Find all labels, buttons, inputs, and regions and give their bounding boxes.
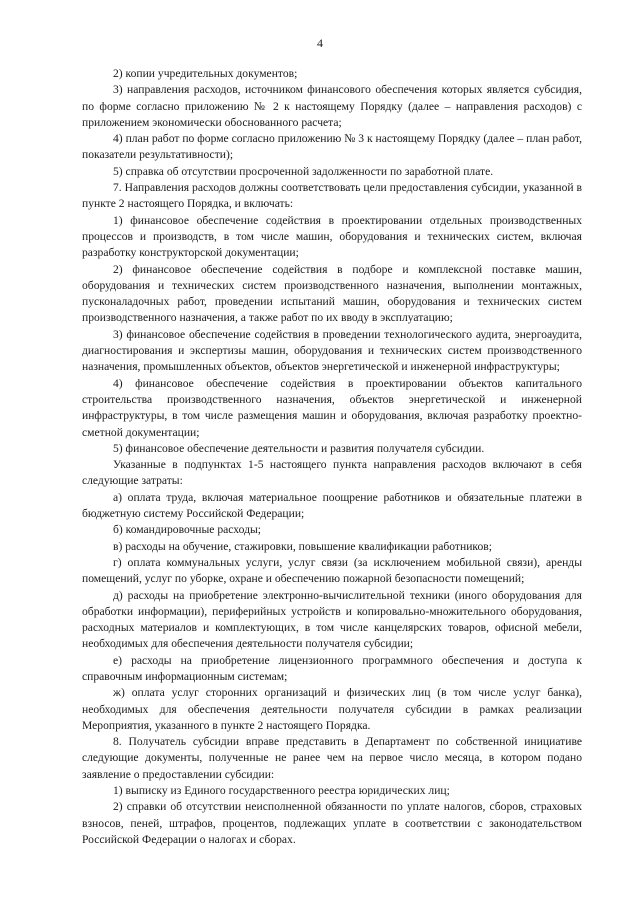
paragraph: 3) направления расходов, источником финансового обеспечения которых является субсидия, по форме согласно приложению № 2 к настоящему Порядку (далее – направления расходов) с приложением экономически обоснованного расчета;: [82, 83, 582, 129]
paragraph: 2) копии учредительных документов;: [113, 67, 298, 80]
paragraph: 2) финансовое обеспечение содействия в подборе и комплексной поставке машин, оборудования и технических систем производственного назначения, выполнении монтажных, пусконаладочных работ, проведении испытаний машин, оборудования и технических систем производственного назначения, а также работ по их вводу в эксплуатацию;: [82, 262, 582, 325]
paragraph: 8. Получатель субсидии вправе представить в Департамент по собственной инициативе следующие документы, полученные не ранее чем на первое число месяца, в котором подано заявление о предоставлении субсидии:: [82, 735, 582, 781]
paragraph: б) командировочные расходы;: [113, 523, 262, 537]
paragraph: Указанные в подпунктах 1-5 настоящего пункта направления расходов включают в себя следующие затраты:: [82, 458, 582, 488]
paragraph: а) оплата труда, включая материальное поощрение работников и обязательные платежи в бюджетную систему Российской Федерации;: [82, 490, 582, 521]
paragraph: ж) оплата услуг сторонних организаций и физических лиц (в том числе услуг банка), необходимых для обеспечения деятельности получателя субсидии в рамках реализации Мероприятия, указанного в пункте 2 настоящего Порядка.: [82, 686, 582, 732]
paragraph: 3) финансовое обеспечение содействия в проведении технологического аудита, энергоаудита, диагностирования и экспертизы машин, оборудования и технических систем производственного назначения, промышленных объектов, объектов энергетической и инженерной инфраструктуры;: [82, 327, 582, 374]
document-body: [82, 66, 582, 848]
paragraph: г) оплата коммунальных услуги, услуг связи (за исключением мобильной связи), аренды помещений, услуг по уборке, охране и обеспечению пожарной безопасности помещений;: [82, 555, 582, 586]
paragraph: 4) финансовое обеспечение содействия в проектировании объектов капитального строительства производственного назначения, объектов энергетической и инженерной инфраструктуры, в том числе размещения машин и оборудования, включая разработку проектно-сметной документации;: [82, 376, 582, 439]
paragraph: 4) план работ по форме согласно приложению № 3 к настоящему Порядку (далее – план работ, показатели результативности);: [82, 132, 582, 162]
page-number: 4: [317, 36, 323, 50]
paragraph: е) расходы на приобретение лицензионного программного обеспечения и доступа к справочным информационным системам;: [82, 653, 582, 683]
paragraph: д) расходы на приобретение электронно-вычислительной техники (иного оборудования для обработки информации), периферийных устройств и копировально-множительного оборудования, расходных материалов и комплектующих, в том числе канцелярских товаров, офисной мебели, необходимых для обеспечения деятельности получателя субсидии;: [82, 588, 582, 651]
paragraph: 5) финансовое обеспечение деятельности и развития получателя субсидии.: [113, 441, 485, 455]
paragraph: в) расходы на обучение, стажировки, повышение квалификации работников;: [113, 539, 492, 553]
paragraph: 5) справка об отсутствии просроченной задолженности по заработной плате.: [113, 164, 494, 178]
paragraph: 2) справки об отсутствии неисполненной обязанности по уплате налогов, сборов, страховых взносов, пеней, штрафов, процентов, подлежащих уплате в соответствии с законодательством Российской Федерации о налогах и сборах.: [82, 800, 582, 846]
paragraph: 7. Направления расходов должны соответствовать цели предоставления субсидии, указанной в пункте 2 настоящего Порядка, и включать:: [82, 181, 582, 211]
paragraph: 1) финансовое обеспечение содействия в проектировании отдельных производственных процессов и производств, в том числе машин, оборудования и технических систем, включая разработку конструкторской документации;: [82, 213, 582, 260]
paragraph: 1) выписку из Единого государственного реестра юридических лиц;: [113, 784, 450, 798]
